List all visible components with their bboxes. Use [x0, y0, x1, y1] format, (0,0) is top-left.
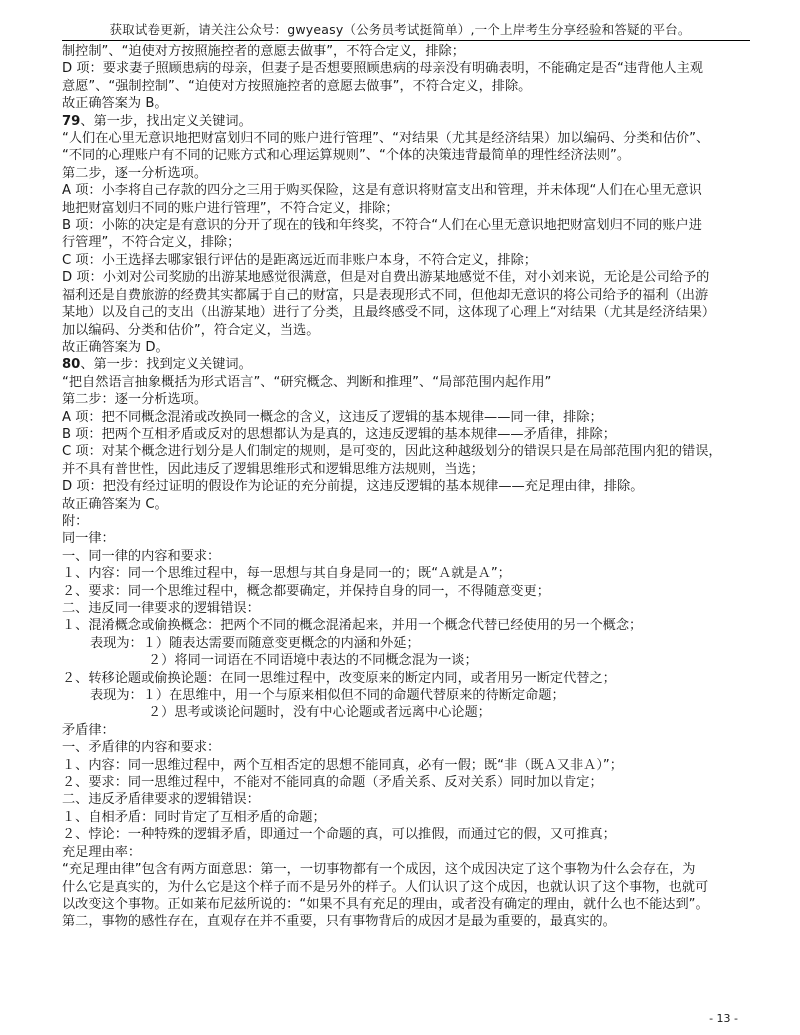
text-line: “不同的心理账户有不同的记账方式和心理运算规则”、“个体的决策违背最简单的理性经济法则”。	[62, 148, 631, 164]
text-line: １、内容：同一思维过程中，两个互相否定的思想不能同真，必有一假；既“非（既Ａ又非Ａ）”；	[62, 757, 623, 773]
header-divider	[62, 40, 750, 41]
text-line: 什么它是真实的，为什么它是这个样子而不是另外的样子。人们认识了这个成因，也就认识了这个事物，也就可	[62, 879, 709, 895]
question-heading-text: 、第一步，找出定义关键词。	[80, 113, 252, 129]
text-line: D 项：小刘对公司奖励的出游某地感觉很满意，但是对自费出游某地感觉不佳，对小刘来说，无论是公司给予的	[62, 270, 710, 286]
text-line: 同一律：	[62, 531, 115, 547]
text-line: B 项：小陈的决定是有意识的分开了现在的钱和年终奖，不符合“人们在心里无意识地把财富划归不同的账户进	[62, 218, 702, 234]
text-line: D 项：把没有经过证明的假设作为论证的充分前提，这违反逻辑的基本规律——充足理由律，排除。	[62, 479, 644, 495]
text-line: 制控制”、“迫使对方按照施控者的意愿去做事”，不符合定义，排除；	[62, 44, 465, 59]
text-line: 故正确答案为 C。	[62, 496, 168, 512]
text-line: 表现为：１）随表达需要而随意变更概念的内涵和外延；	[90, 635, 420, 651]
text-line: １、混淆概念或偷换概念：把两个不同的概念混淆起来，并用一个概念代替已经使用的另一个概念；	[62, 618, 643, 634]
text-line: C 项：对某个概念进行划分是人们制定的规则，是可变的，因此这种越级划分的错误只是在局部范围内犯的错误，	[62, 444, 722, 460]
text-line: 充足理由率：	[62, 844, 142, 860]
text-line: 意愿”、“强制控制”、“迫使对方按照施控者的意愿去做事”，不符合定义，排除。	[62, 78, 532, 94]
text-line: 行管理”，不符合定义，排除；	[62, 235, 241, 251]
text-line: 福利还是自费旅游的经费其实都属于自己的财富，只是表现形式不同，但他却无意识的将公司给予的福利（出游	[62, 287, 709, 303]
text-line: C 项：小王选择去哪家银行评估的是距离远近而非账户本身，不符合定义，排除；	[62, 252, 537, 268]
question-number: 80	[62, 357, 81, 373]
text-line: 表现为：１）在思维中，用一个与原来相似但不同的命题代替原来的待断定命题；	[90, 688, 565, 704]
text-line: “充足理由律”包含有两方面意思：第一，一切事物都有一个成因，这个成因决定了这个事物为什么会存在，为	[62, 862, 696, 878]
text-line: ２、转移论题或偷换论题：在同一思维过程中，改变原来的断定内同，或者用另一断定代替之；	[62, 670, 616, 686]
text-line: 一、矛盾律的内容和要求：	[62, 740, 221, 756]
text-line: 二、违反同一律要求的逻辑错误：	[62, 601, 260, 616]
document-body	[62, 43, 750, 931]
text-line: 一、同一律的内容和要求：	[62, 548, 221, 564]
page-number: - 13 -	[709, 1012, 738, 1025]
text-line: ２、要求：同一思维过程中，不能对不能同真的命题（矛盾关系、反对关系）同时加以肯定；	[62, 775, 603, 791]
text-line: 故正确答案为 D。	[62, 339, 169, 355]
text-line: 第二，事物的感性存在，直观存在并不重要，只有事物背后的成因才是最为重要的，最真实的。	[62, 914, 616, 930]
text-line: “把自然语言抽象概括为形式语言”、“研究概念、判断和推理”、“局部范围内起作用”	[62, 374, 552, 390]
text-line: 第二步：逐一分析选项。	[62, 392, 208, 408]
text-line: 以改变这个事物。正如莱布尼兹所说的：“如果不具有充足的理由，或者没有确定的理由，就什么也不能达到”。	[62, 896, 709, 912]
text-line: 某地）以及自己的支出（出游某地）进行了分类，且最终感受不同，这体现了心理上“对结果（尤其是经济结果）	[62, 305, 716, 321]
page-header: 获取试卷更新，请关注公众号：gwyeasy（公务员考试挺简单）,一个上岸考生分享经验和答疑的平台。	[109, 22, 691, 37]
text-line: 第二步，逐一分析选项。	[62, 165, 208, 181]
text-line: 并不具有普世性，因此违反了逻辑思维形式和逻辑思维方法规则，当选；	[62, 461, 484, 477]
text-line: D 项：要求妻子照顾患病的母亲，但妻子是否想要照顾患病的母亲没有明确表明，不能确定是否“违背他人主观	[62, 61, 703, 77]
text-line: １、自相矛盾：同时肯定了互相矛盾的命题；	[62, 809, 326, 825]
text-line: A 项：把不同概念混淆或改换同一概念的含义，这违反了逻辑的基本规律——同一律，排除；	[62, 409, 603, 425]
text-line: B 项：把两个互相矛盾或反对的思想都认为是真的，这违反逻辑的基本规律——矛盾律，排除；	[62, 426, 616, 442]
text-line: ２、悖论：一种特殊的逻辑矛盾，即通过一个命题的真，可以推假，而通过它的假，又可推真；	[62, 827, 616, 843]
text-line: 地把财富划归不同的账户进行管理”，不符合定义，排除；	[62, 200, 399, 216]
text-line: 二、违反矛盾律要求的逻辑错误：	[62, 792, 260, 808]
text-line: ２、要求：同一个思维过程中，概念都要确定，并保持自身的同一，不得随意变更；	[62, 583, 550, 599]
text-line: A 项：小李将自己存款的四分之三用于购买保险，这是有意识将财富支出和管理，并未体现“人们在心里无意识	[62, 183, 702, 199]
text-line: 矛盾律：	[62, 722, 115, 738]
text-line: “人们在心里无意识地把财富划归不同的账户进行管理”、“对结果（尤其是经济结果）加以编码、分类和估价”、	[62, 131, 710, 147]
question-heading	[62, 113, 750, 130]
text-line: 故正确答案为 B。	[62, 96, 168, 112]
question-number: 79	[62, 113, 81, 129]
text-line: ２）将同一词语在不同语境中表达的不同概念混为一谈；	[148, 653, 478, 669]
text-line: ２）思考或谈论问题时，没有中心论题或者远离中心论题；	[148, 705, 491, 721]
text-line: 附：	[62, 513, 89, 529]
question-heading	[62, 356, 750, 373]
question-heading-text: 、第一步：找到定义关键词。	[80, 357, 252, 373]
text-line: 加以编码、分类和估价”，符合定义，当选。	[62, 322, 320, 338]
text-line: １、内容：同一个思维过程中，每一思想与其自身是同一的；既“Ａ就是Ａ”；	[62, 566, 511, 582]
